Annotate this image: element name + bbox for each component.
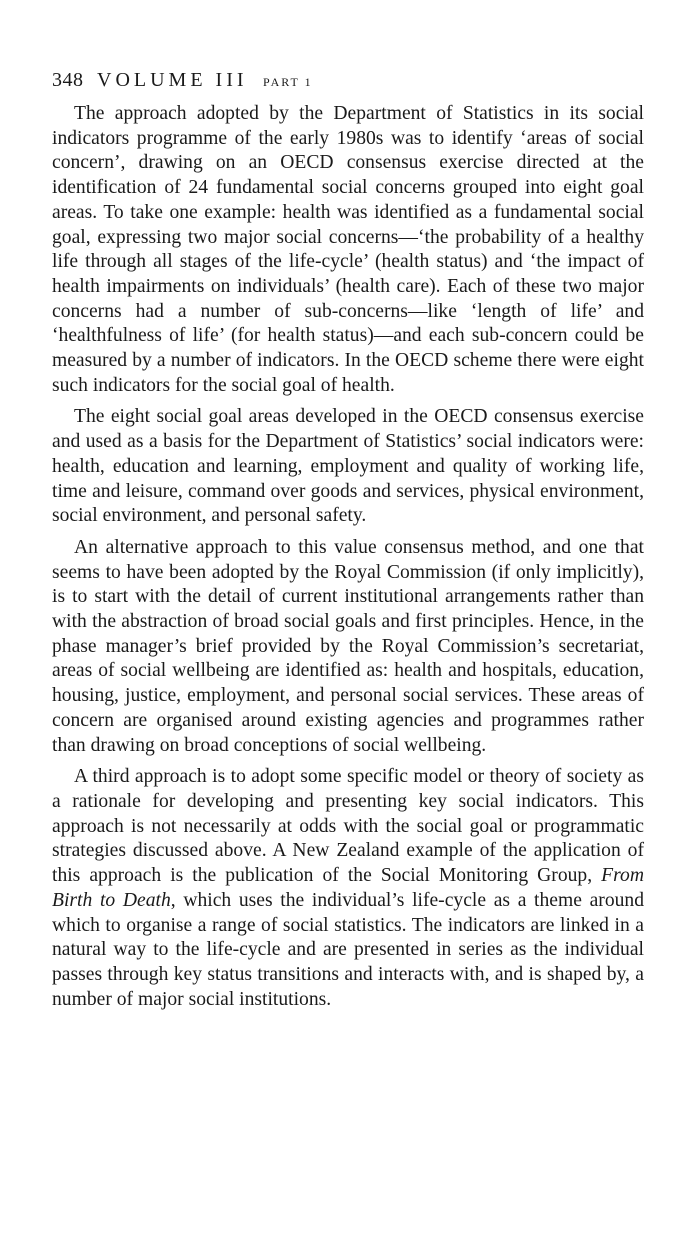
page: [52, 66, 644, 1019]
running-head: [52, 66, 644, 96]
volume-label: VOLUME III: [97, 69, 248, 91]
paragraph-1: The approach adopted by the Department of Statistics in its social indicators programme of the early 1980s was to identify ‘areas of social concern’, drawing on an OECD consensus exercise directed at the identification of 24 fundamental social concerns grouped into eight goal areas. To take one example: health was identified as a fundamental social goal, expressing two major social concerns—‘the probability of a healthy life through all stages of the life-cycle’ (health status) and ‘the impact of health impairments on individuals’ (health care). Each of these two major concerns had a number of sub-concerns—like ‘length of life’ and ‘healthfulness of life’ (for health status)—and each sub-concern could be measured by a number of indicators. In the OECD scheme there were eight such indicators for the social goal of health.: [52, 103, 644, 396]
paragraph-4-text-after: , which uses the individual’s life-cycle as a theme around which to organise a range of social statistics. The indicators are linked in a natural way to the life-cycle and are presented in series as the individual passes through key status transitions and interacts with, and is shaped by, a number of major social institutions.: [52, 889, 645, 1010]
publication-title: From Birth to Death: [52, 865, 644, 911]
paragraph-3: An alternative approach to this value consensus method, and one that seems to have been adopted by the Royal Commission (if only implicitly), is to start with the detail of current institutional arrangements rather than with the abstraction of broad social goals and first principles. Hence, in the phase manager’s brief provided by the Royal Commission’s secretariat, areas of social wellbeing are identified as: health and hospitals, education, housing, justice, employment, and personal social services. These areas of concern are organised around existing agencies and programmes rather than drawing on broad conceptions of social wellbeing.: [52, 536, 644, 756]
part-label: PART 1: [263, 75, 313, 89]
page-number: 348: [52, 69, 84, 91]
paragraph-4-text-before: A third approach is to adopt some specific model or theory of society as a rationale for developing and presenting key social indicators. This approach is not necessarily at odds with the social goal or programmatic strategies discussed above. A New Zealand example of the application of this approach is the publication of the Social Monitoring Group,: [52, 766, 644, 887]
paragraph-4: [52, 765, 644, 1012]
paragraph-2: The eight social goal areas developed in the OECD consensus exercise and used as a basis for the Department of Statistics’ social indicators were: health, education and learning, employment and quality of working life, time and leisure, command over goods and services, physical environment, social environment, and personal safety.: [52, 406, 644, 527]
